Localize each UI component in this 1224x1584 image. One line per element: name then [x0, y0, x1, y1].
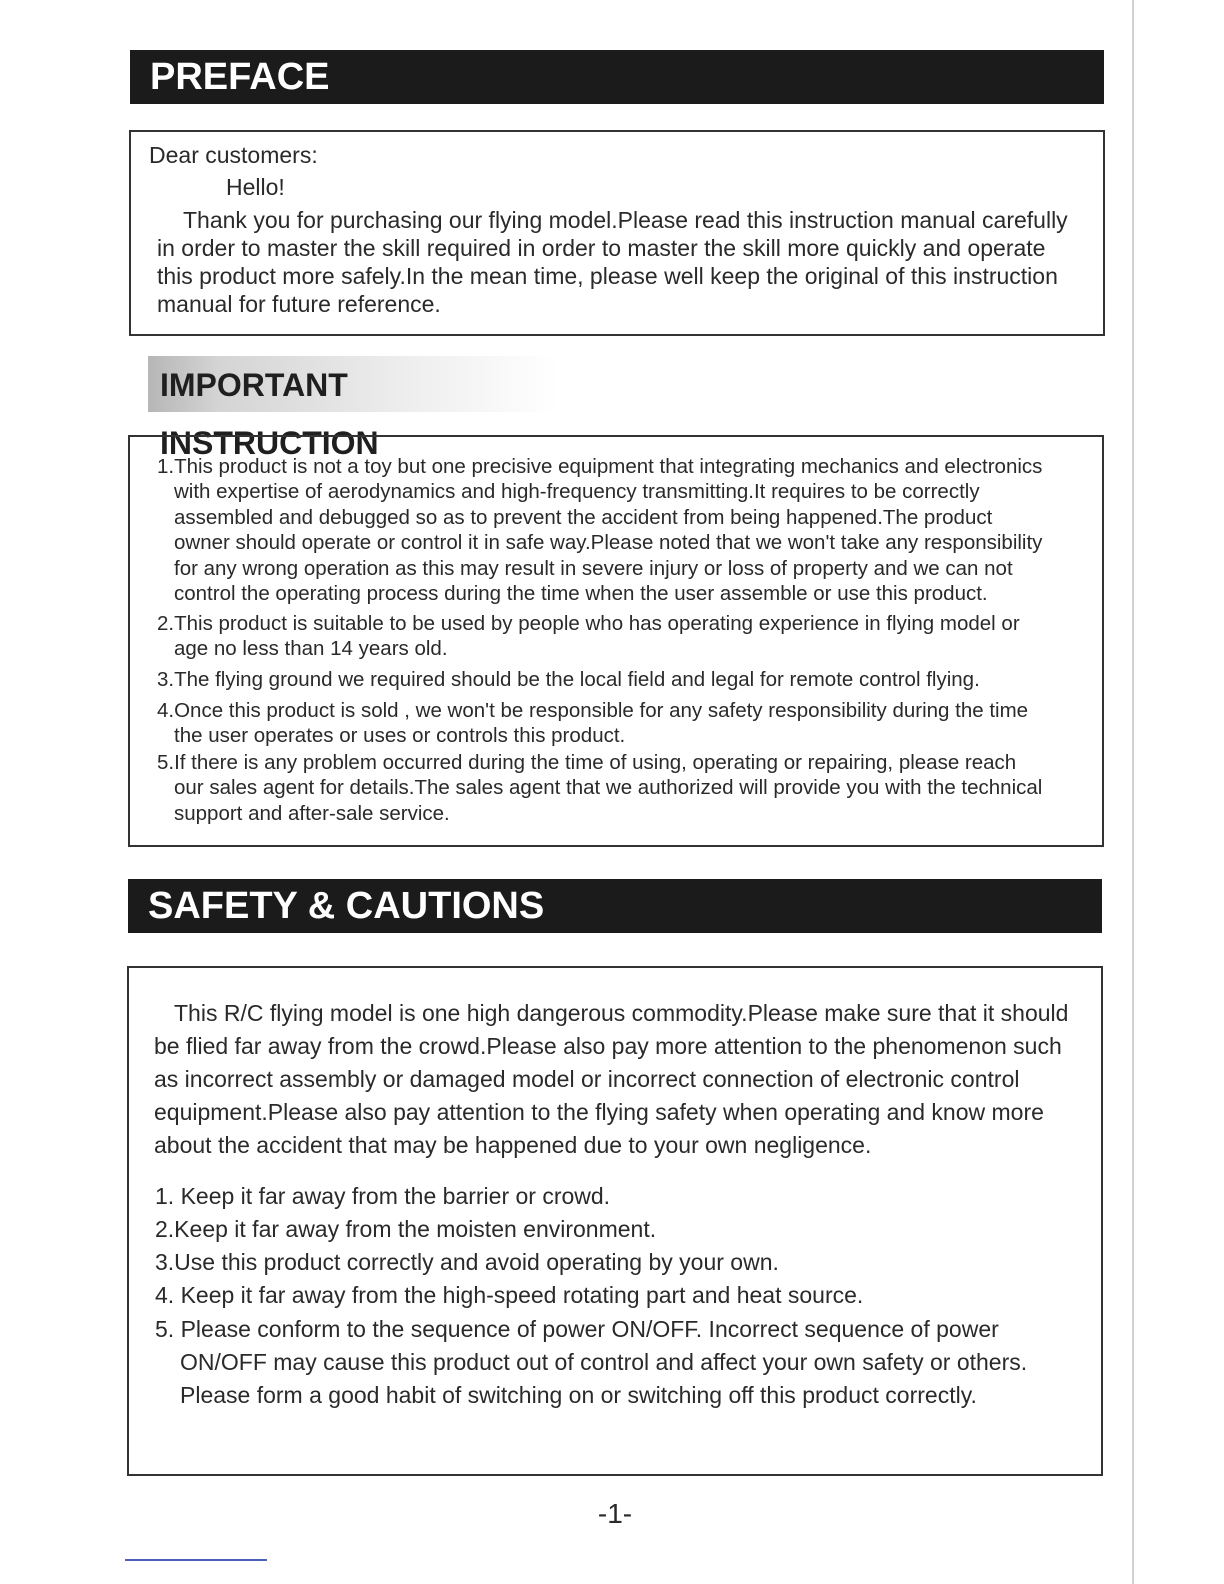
- important-line: assembled and debugged so as to prevent the accident from being happened.The product: [174, 506, 993, 529]
- important-line: 2.This product is suitable to be used by people who has operating experience in flying model or: [157, 612, 1020, 635]
- important-instruction-heading: IMPORTANT INSTRUCTION: [148, 356, 558, 412]
- preface-body-line: this product more safely.In the mean time, please well keep the original of this instruction: [157, 263, 1058, 289]
- important-line: the user operates or uses or controls this product.: [174, 724, 626, 747]
- safety-list-item: Please form a good habit of switching on or switching off this product correctly.: [180, 1382, 977, 1408]
- safety-list-item: 4. Keep it far away from the high-speed rotating part and heat source.: [155, 1282, 864, 1308]
- safety-intro-line: about the accident that may be happened due to your own negligence.: [154, 1132, 872, 1158]
- safety-list-item: ON/OFF may cause this product out of control and affect your own safety or others.: [180, 1349, 1028, 1375]
- safety-list-item: 3.Use this product correctly and avoid operating by your own.: [155, 1249, 779, 1275]
- preface-body-line: Thank you for purchasing our flying model.Please read this instruction manual carefully: [183, 207, 1068, 233]
- safety-list-item: 5. Please conform to the sequence of power ON/OFF. Incorrect sequence of power: [155, 1316, 999, 1342]
- preface-body-line: manual for future reference.: [157, 291, 441, 317]
- important-line: support and after-sale service.: [174, 802, 450, 825]
- important-line: control the operating process during the time when the user assemble or use this product.: [174, 582, 988, 605]
- important-line: 5.If there is any problem occurred during the time of using, operating or repairing, please reach: [157, 751, 1017, 774]
- important-line: 1.This product is not a toy but one precisive equipment that integrating mechanics and electronics: [157, 455, 1043, 478]
- preface-heading: PREFACE: [130, 50, 1104, 104]
- footer-rule: [125, 1559, 267, 1561]
- safety-cautions-heading: SAFETY & CAUTIONS: [128, 879, 1102, 933]
- safety-list-item: 2.Keep it far away from the moisten environment.: [155, 1216, 657, 1242]
- important-line: with expertise of aerodynamics and high-frequency transmitting.It requires to be correctly: [174, 480, 980, 503]
- important-line: 4.Once this product is sold , we won't be responsible for any safety responsibility during the time: [157, 699, 1029, 722]
- preface-hello: Hello!: [226, 174, 285, 200]
- safety-intro-line: This R/C flying model is one high dangerous commodity.Please make sure that it should: [174, 1000, 1069, 1026]
- preface-greeting: Dear customers:: [149, 142, 318, 168]
- safety-list-item: 1. Keep it far away from the barrier or crowd.: [155, 1183, 611, 1209]
- safety-intro-line: be flied far away from the crowd.Please also pay more attention to the phenomenon such: [154, 1033, 1062, 1059]
- preface-body-line: in order to master the skill required in order to master the skill more quickly and operate: [157, 235, 1046, 261]
- important-line: our sales agent for details.The sales agent that we authorized will provide you with the technical: [174, 776, 1043, 799]
- important-line: owner should operate or control it in safe way.Please noted that we won't take any responsibility: [174, 531, 1043, 554]
- page-edge-shadow: [1132, 0, 1134, 1584]
- safety-intro-line: as incorrect assembly or damaged model or incorrect connection of electronic control: [154, 1066, 1020, 1092]
- page-number: -1-: [597, 1498, 633, 1529]
- important-line: age no less than 14 years old.: [174, 637, 448, 660]
- safety-intro-line: equipment.Please also pay attention to the flying safety when operating and know more: [154, 1099, 1044, 1125]
- important-line: for any wrong operation as this may result in severe injury or loss of property and we can not: [174, 557, 1013, 580]
- important-line: 3.The flying ground we required should be the local field and legal for remote control flying.: [157, 668, 980, 691]
